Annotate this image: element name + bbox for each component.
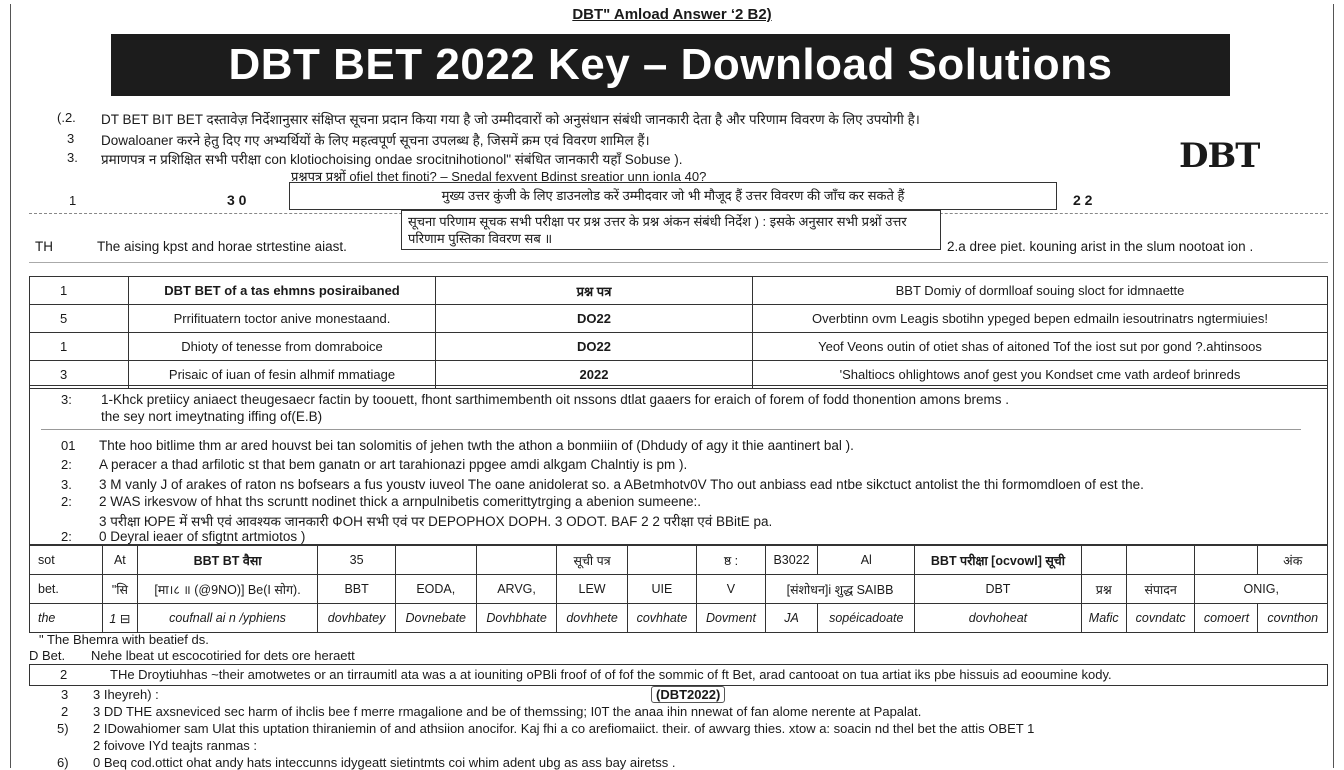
intro-line-4: प्रश्नपत्र प्रश्नों ofiel thet finoti? – Snedal fexvent Bdinst sreatior unn ionIa 40? <box>291 169 707 184</box>
table-row <box>30 604 1328 633</box>
intro-num-2: 3 <box>67 131 75 146</box>
table-cell: V <box>697 575 766 604</box>
table-cell: 5 <box>30 305 129 333</box>
table-cell <box>1195 546 1258 575</box>
table-cell: Al <box>818 546 915 575</box>
table-cell <box>395 546 476 575</box>
table-cell: LEW <box>557 575 627 604</box>
instr-line: 3 M vanly J of arakes of raton ns bofsears a fus youstv iuveol The oane anidolerat so. a ABetmhotv0V Tho out anbiass ead ntbe sikctuct antolist the thi formomdloen of est the. <box>99 477 1144 492</box>
table-cell: Mafic <box>1081 604 1126 633</box>
table-cell: अंक <box>1258 546 1328 575</box>
boxed-num: 2 <box>60 667 68 682</box>
instr-num: 3: <box>61 392 72 407</box>
table-cell: covhhate <box>627 604 696 633</box>
table-cell: covndatc <box>1126 604 1195 633</box>
table-cell: ARVG, <box>476 575 557 604</box>
table-cell: ONIG, <box>1195 575 1328 604</box>
th-left-text: The aising kpst and horae strtestine aiast. <box>97 239 347 254</box>
table-cell: 1 <box>30 277 129 305</box>
answer-grid-table <box>29 545 1328 633</box>
table-cell: 2022 <box>436 361 753 389</box>
table-cell: प्रश्न <box>1081 575 1126 604</box>
divider <box>29 262 1328 263</box>
instr-line: Thte hoo bitlime thm ar ared houvst bei tan solomitis of jehen twth the athon a bonmiiin of (Dhdudy of agy it thie aantinert bal ). <box>99 438 854 453</box>
instr-num: 2: <box>61 529 72 544</box>
footer-num: 3 <box>61 687 69 702</box>
table-cell: BBT Domiy of dormlloaf souing sloct for idmnaette <box>753 277 1328 305</box>
table-cell: Dhioty of tenesse from domraboice <box>129 333 436 361</box>
table-cell: Dovnebate <box>395 604 476 633</box>
table-cell: dovhbatey <box>318 604 396 633</box>
intro-num-1: (.2. <box>57 110 76 125</box>
table-cell: sot <box>30 546 103 575</box>
table-cell <box>1126 546 1195 575</box>
table-cell: ष्ठ : <box>697 546 766 575</box>
footer-num: 5) <box>57 721 69 736</box>
intro-line-1: DT BET BIT BET दस्तावेज़ निर्देशानुसार संक्षिप्त सूचना प्रदान किया गया है जो उम्मीदवारों को अनुसंधान संबंधी जानकारी देता है और परिणाम विवरण के लिए उपयोगी है। <box>101 112 920 127</box>
table-cell: EODA, <box>395 575 476 604</box>
row30-mid-nums: 3 0 <box>227 192 247 208</box>
footer-line: 2 foivove IYd teajts ranmas : <box>93 738 258 753</box>
table-cell: dovhhete <box>557 604 627 633</box>
table-row <box>30 575 1328 604</box>
table-cell <box>627 546 696 575</box>
notice-box: सूचना परिणाम सूचक सभी परीक्षा पर प्रश्न उत्तर के प्रश्न अंकन संबंधी निर्देश ) : इसके अनुसार सभी प्रश्नों उत्तर परिणाम पुस्तिका विवरण सब ॥ <box>401 210 941 250</box>
table-cell <box>1081 546 1126 575</box>
table-row <box>30 305 1328 333</box>
table-row <box>30 546 1328 575</box>
table-cell: covnthon <box>1258 604 1328 633</box>
boxed-statement <box>29 664 1328 686</box>
table-cell: sopéicadoate <box>818 604 915 633</box>
table-cell: Yeof Veons outin of otiet shas of aitoned Tof the iost sut por gond ?.ahtinsoos <box>753 333 1328 361</box>
footer-line: 0 Beq cod.ottict ohat andy hats inteccunns idygeatt sietintmts coi whim adent ubg as ass bay airetss . <box>93 755 676 770</box>
intro-line-3: प्रमाणपत्र न प्रशिक्षित सभी परीक्षा con klotiochoising ondae srocitnihotionol" संबंधित जानकारी यहाँ Sobuse ). <box>101 152 683 167</box>
table-cell: BBT BT वैसा <box>137 546 318 575</box>
table-cell: DBT BET of a tas ehmns posiraibaned <box>129 277 436 305</box>
instr-line: 3 परीक्षा ЮРЕ में सभी एवं आवश्यक जानकारी ФОН सभी एवं पर DEPOPHOX DOPH. 3 ODOT. BAF 2 2 परीक्षा एवं BBitE pa. <box>99 514 773 529</box>
table-cell: Overbtinn ovm Leagis sbotihn ypeged bepen edmailn iesoutrinatrs ngtermiuies! <box>753 305 1328 333</box>
table-cell: संपादन <box>1126 575 1195 604</box>
document-caption: DBT" Amload Answer ‘2 B2) <box>572 6 772 23</box>
dbet-label: D Bet. <box>29 648 66 663</box>
table-cell: 'Shaltiocs ohlightows anof gest you Kondset cme vath ardeof brinreds <box>753 361 1328 389</box>
table-cell: DO22 <box>436 333 753 361</box>
instr-line: A peracer a thad arfilotic st that bem ganatn or art tarahionazi ppgee amdi alkgam Chalntiy is pm ). <box>99 457 688 472</box>
row30-right-nums: 2 2 <box>1073 192 1093 208</box>
intro-num-3: 3. <box>67 150 78 165</box>
intro-line-2: Dowaloaner करने हेतु दिए गए अभ्यर्थियों के लिए महत्वपूर्ण सूचना उपलब्ध है, जिसमें क्रम एवं विवरण शामिल हैं। <box>101 133 650 148</box>
table-cell: Dovment <box>697 604 766 633</box>
footer-line: 2 IDowahiomer sam Ulat this uptation thiraniemin of and athsiion anocifor. Kaj fhi a co arefiomaiict. their. of awvarg thies. xtow a: soacin nd thel bet the attis OBET 1 <box>93 721 1035 736</box>
table-cell: 3 <box>30 361 129 389</box>
th-right-text: 2.a dree piet. kouning arist in the slum nootoat ion . <box>947 239 1254 254</box>
table-cell: UIE <box>627 575 696 604</box>
table-row <box>30 277 1328 305</box>
footer-line: 3 DD THE axsneviced sec harm of ihclis bee f merre rmagalione and be of themssing; I0T the anaa ihin nnewat of fan alome nerente at Papalat. <box>93 704 922 719</box>
table-cell: Prrifituatern toctor anive monestaand. <box>129 305 436 333</box>
table-cell: coufnall ai n /yphiens <box>137 604 318 633</box>
table-cell: 1 <box>30 333 129 361</box>
table-cell <box>476 546 557 575</box>
table-cell: dovhoheat <box>915 604 1081 633</box>
table-cell: the <box>30 604 103 633</box>
dbt-logo: DBT <box>1179 136 1260 176</box>
table-cell: सूची पत्र <box>557 546 627 575</box>
dbet-text: Nehe lbeat ut escocotiried for dets ore heraett <box>91 648 355 663</box>
table-row <box>30 333 1328 361</box>
table-cell: [मा।८ ॥ (@9NO)] Be(I सोग). <box>137 575 318 604</box>
instr-num: 2: <box>61 494 72 509</box>
table-cell: At <box>103 546 138 575</box>
exam-details-table <box>29 276 1328 389</box>
page-title-banner: DBT BET 2022 Key – Download Solutions <box>111 34 1230 96</box>
answer-key-document <box>10 4 1334 768</box>
table-cell: DBT <box>915 575 1081 604</box>
boxed-text: THe Droytiuhhas ~their amotwetes or an tirraumitl ata was a at iouniting oPBli froof of of fof the sommic of ft Bet, arad cantooat on tua artiat iks pbe hissuis ad eooumine kody. <box>110 667 1112 682</box>
instr-num: 2: <box>61 457 72 472</box>
table-cell: bet. <box>30 575 103 604</box>
year-tag: (DBT2022) <box>651 686 725 703</box>
table-cell: DO22 <box>436 305 753 333</box>
answer-key-info-box: मुख्य उत्तर कुंजी के लिए डाउनलोड करें उम्मीदवार जो भी मौजूद हैं उत्तर विवरण की जाँच कर सकते हैं <box>289 182 1057 210</box>
table-cell: 1 ⊟ <box>103 604 138 633</box>
th-label: TH <box>35 239 53 254</box>
table-cell: comoert <box>1195 604 1258 633</box>
footer-num: 6) <box>57 755 69 770</box>
instr-line: the sey nort imeytnating iffing of(E.B) <box>101 409 323 424</box>
table-cell: Dovhbhate <box>476 604 557 633</box>
table-cell: [संशोधन]i शुद्ध SAIBB <box>765 575 914 604</box>
table-cell: JA <box>765 604 818 633</box>
instr-line: 1-Khck pretiicy aniaect theugesaecr factin by toouett, fhont sarthimembenth oit nssons dtlat gaaers for eraich of forem of fodd thonention amons brems . <box>101 392 1009 407</box>
footer-num: 2 <box>61 704 69 719</box>
table-cell: प्रश्न पत्र <box>436 277 753 305</box>
table-cell: B3022 <box>765 546 818 575</box>
table-cell: "सि <box>103 575 138 604</box>
instr-num: 01 <box>61 438 76 453</box>
table-cell: 35 <box>318 546 396 575</box>
instr-line: 2 WAS irkesvow of hhat ths scruntt nodinet thick a arnpulnibetis comerittytrging a abenion sumeene:. <box>99 494 702 509</box>
row30-left-num: 1 <box>69 193 77 208</box>
instr-line: 0 Deyral ieaer of sfigtnt artmiotos ) <box>99 529 306 544</box>
table-cell: BBT परीक्षा [ocvowl] सूची <box>915 546 1081 575</box>
footer-note: " The Bhemra with beatief ds. <box>39 632 209 647</box>
table-cell: BBT <box>318 575 396 604</box>
divider <box>41 429 1301 430</box>
instr-num: 3. <box>61 477 72 492</box>
footer-line: 3 Iheyreh) : <box>93 687 159 702</box>
table-cell: Prisaic of iuan of fesin alhmif mmatiage <box>129 361 436 389</box>
